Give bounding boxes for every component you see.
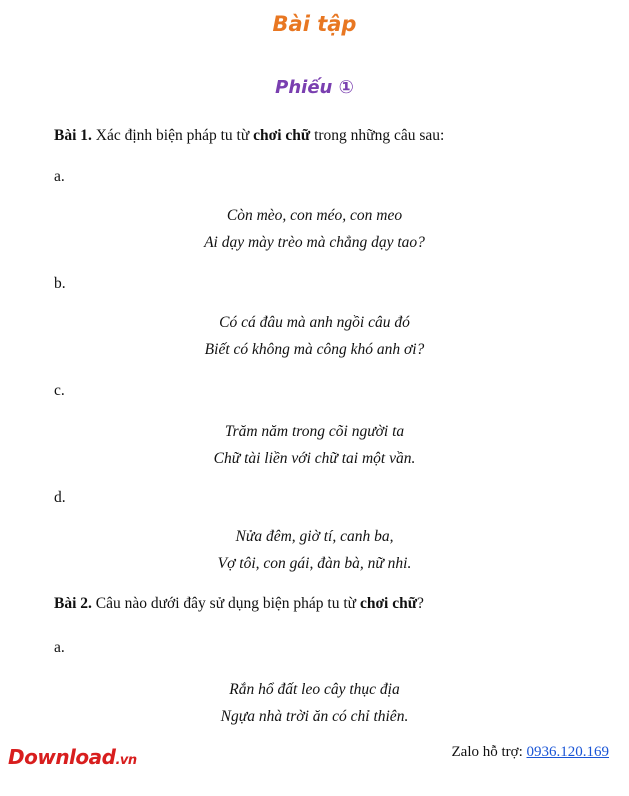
exercise-1-bold-term: chơi chữ <box>253 127 311 144</box>
item-label: b. <box>54 275 66 292</box>
verse-line: Chữ tài liền với chữ tai một vần. <box>213 450 416 467</box>
logo-tld: .vn <box>115 753 137 768</box>
exercise-2-label: Bài 2. <box>54 595 92 612</box>
item-label: c. <box>54 382 65 399</box>
verse-line: Còn mèo, con méo, con meo <box>226 207 403 224</box>
verse-line: Biết có không mà công khó anh ơi? <box>204 341 425 358</box>
download-vn-logo[interactable] <box>8 745 137 769</box>
verse-block <box>0 523 629 577</box>
item-label: a. <box>54 168 65 185</box>
verse-block <box>0 676 629 730</box>
contact-label: Zalo hỗ trợ: <box>451 744 527 760</box>
verse-line: Vợ tôi, con gái, đàn bà, nữ nhi. <box>217 555 412 572</box>
exercise-2-text-after: ? <box>417 595 424 612</box>
zalo-support-contact <box>452 744 610 761</box>
verse-line: Ngựa nhà trời ăn có chỉ thiên. <box>220 708 409 725</box>
verse-line: Ai dạy mày trèo mà chẳng dạy tao? <box>204 234 425 251</box>
verse-block <box>0 202 629 256</box>
exercise-2-text-before: Câu nào dưới đây sử dụng biện pháp tu từ <box>91 595 360 612</box>
exercise-1-prompt <box>54 127 444 145</box>
verse-line: Rắn hổ đất leo cây thục địa <box>229 681 400 698</box>
verse-line: Có cá đâu mà anh ngồi câu đó <box>219 314 410 331</box>
verse-block <box>0 418 629 472</box>
exercise-1-text-before: Xác định biện pháp tu từ <box>91 127 254 144</box>
logo-text: Download <box>8 745 116 769</box>
verse-line: Nửa đêm, giờ tí, canh ba, <box>235 528 394 545</box>
phone-link[interactable]: 0936.120.169 <box>526 744 609 760</box>
exercise-1-label: Bài 1. <box>54 127 92 144</box>
item-label: d. <box>54 489 66 506</box>
verse-line: Trăm năm trong cõi người ta <box>224 423 405 440</box>
verse-block <box>0 309 629 363</box>
item-label: a. <box>54 639 65 656</box>
worksheet-subtitle: Phiếu ① <box>275 77 354 98</box>
exercise-1-text-after: trong những câu sau: <box>310 127 445 144</box>
exercise-2-prompt <box>54 595 424 613</box>
exercise-2-bold-term: chơi chữ <box>359 595 418 612</box>
page-title: Bài tập <box>272 12 357 36</box>
